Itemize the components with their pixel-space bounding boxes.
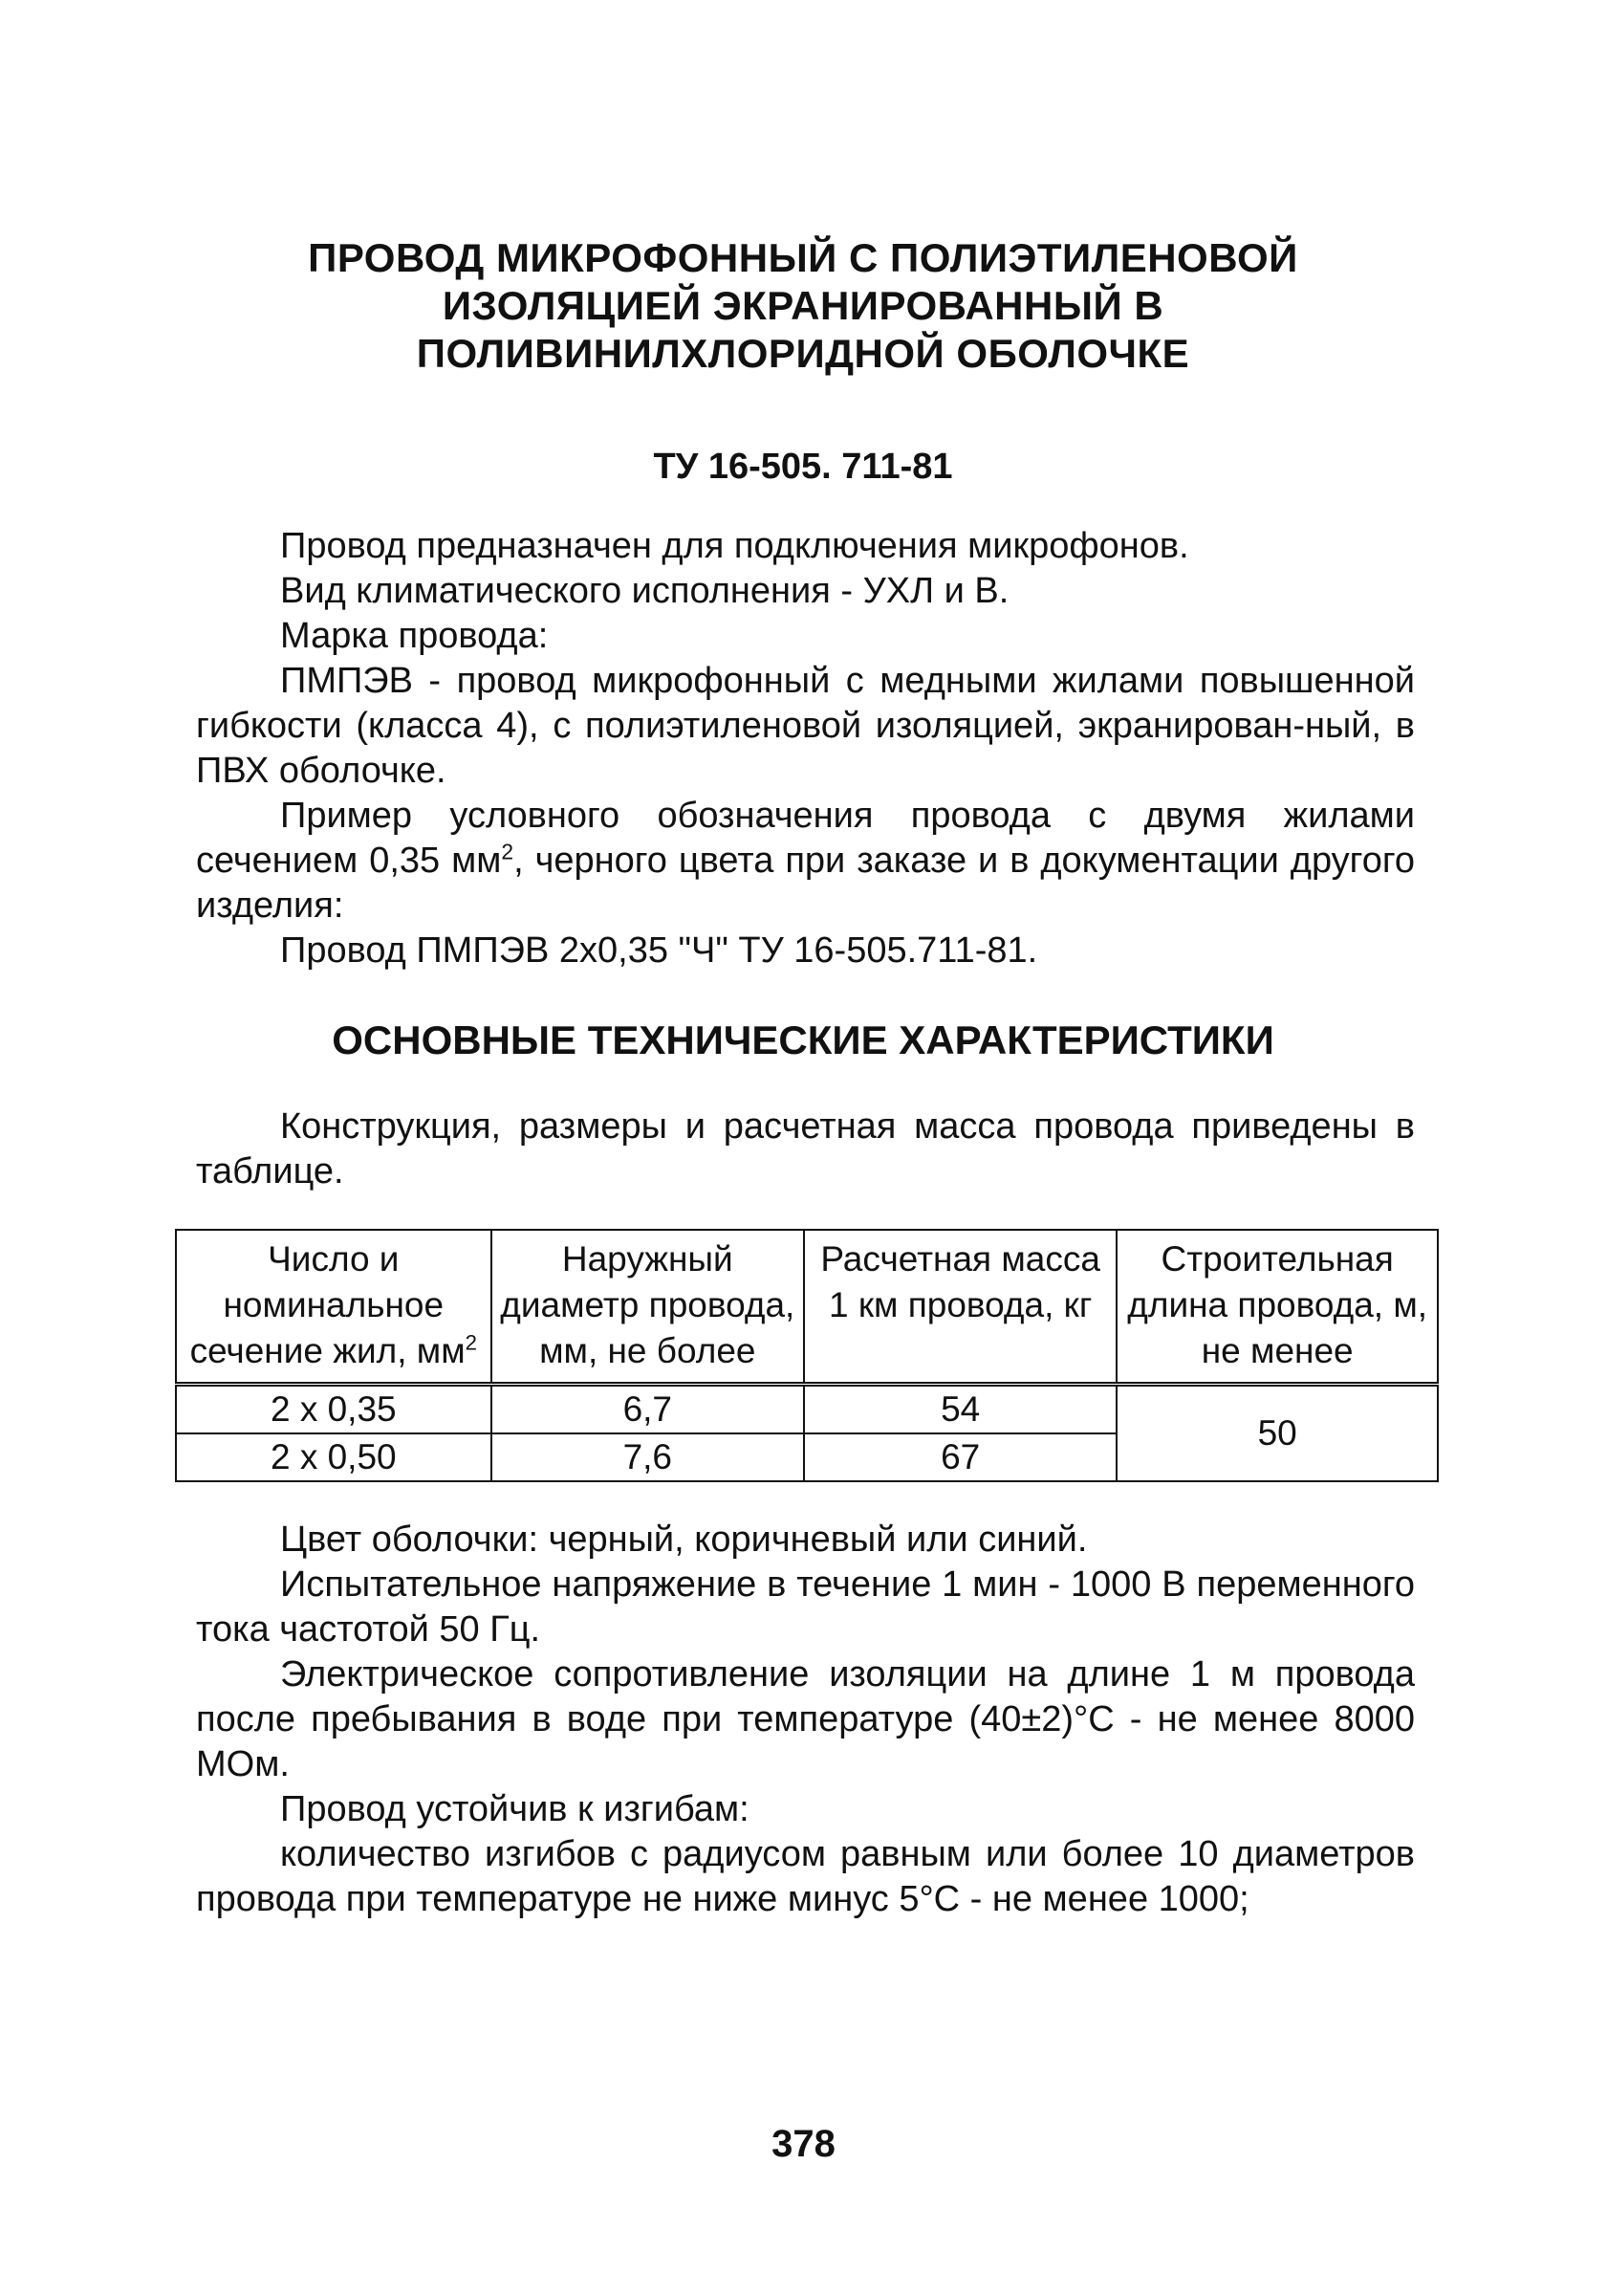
purpose-paragraph: Провод предназначен для подключения микрофонов. — [280, 526, 1189, 566]
header-section: Число и номинальное сечение жил, $мм^2$ — [176, 1230, 491, 1385]
header-length: Строительная длина провода, м, не менее — [1117, 1230, 1438, 1385]
table-row — [176, 1385, 1438, 1434]
example-text-start: Пример условного обозначения провода с двумя жилами сечением 0,35 мм — [196, 796, 1415, 881]
spec-code: ТУ 16-505. 711-81 — [653, 447, 953, 487]
header-section-superscript: 2 — [465, 1330, 478, 1355]
title-line-3: ПОЛИВИНИЛХЛОРИДНОЙ ОБОЛОЧКЕ — [416, 331, 1190, 376]
cell-section: 2 х 0,35 — [176, 1385, 491, 1434]
header-mass: Расчетная масса 1 км провода, кг — [804, 1230, 1117, 1385]
table-intro-block — [196, 1104, 1415, 1194]
brand-label: Марка провода: — [280, 616, 549, 656]
cell-diameter: 7,6 — [491, 1433, 804, 1481]
table-header-row — [176, 1230, 1438, 1385]
page-number: 378 — [771, 2123, 836, 2165]
table-intro: Конструкция, размеры и расчетная масса провода приведены в таблице. — [196, 1106, 1415, 1192]
after-table-block — [196, 1518, 1415, 1922]
header-diameter: Наружный диаметр провода, мм, не более — [491, 1230, 804, 1385]
title-line-2: ИЗОЛЯЦИЕЙ ЭКРАНИРОВАННЫЙ В — [442, 283, 1164, 328]
example-superscript: 2 — [501, 839, 514, 864]
document-title — [191, 234, 1415, 378]
cell-section: 2 х 0,50 — [176, 1433, 491, 1481]
voltage-paragraph: Испытательное напряжение в течение 1 мин - 1000 В переменного тока частотой 50 Гц. — [196, 1564, 1415, 1650]
designation-paragraph: Провод ПМПЭВ 2х0,35 "Ч" ТУ 16-505.711-81. — [280, 930, 1038, 971]
cell-diameter: 6,7 — [491, 1385, 804, 1434]
section-heading: ОСНОВНЫЕ ТЕХНИЧЕСКИЕ ХАРАКТЕРИСТИКИ — [332, 1017, 1274, 1062]
brand-description: ПМПЭВ - провод микрофонный с медными жилами повышенной гибкости (класса 4), с полиэтиленовой изоляцией, экранирован-ный, в ПВХ оболочке. — [196, 661, 1415, 791]
title-line-1: ПРОВОД МИКРОФОННЫЙ С ПОЛИЭТИЛЕНОВОЙ — [308, 235, 1298, 280]
color-paragraph: Цвет оболочки: черный, коричневый или синий. — [280, 1520, 1088, 1560]
example-text-end: , черного цвета при заказе и в документации другого изделия: — [196, 841, 1415, 926]
intro-block — [196, 524, 1415, 973]
cell-length: 50 — [1117, 1385, 1438, 1482]
cell-mass: 54 — [804, 1385, 1117, 1434]
resistance-paragraph: Электрическое сопротивление изоляции на длине 1 м провода после пребывания в воде при температуре (40±2)°С - не менее 8000 МОм. — [196, 1654, 1415, 1784]
spec-table — [175, 1229, 1439, 1482]
bend-description: количество изгибов с радиусом равным или более 10 диаметров провода при температуре не ниже минус 5°С - не менее 1000; — [196, 1834, 1415, 1919]
bend-label: Провод устойчив к изгибам: — [280, 1789, 749, 1829]
cell-mass: 67 — [804, 1433, 1117, 1481]
example-paragraph — [196, 794, 1415, 929]
climate-paragraph: Вид климатического исполнения - УХЛ и В. — [280, 571, 1010, 611]
